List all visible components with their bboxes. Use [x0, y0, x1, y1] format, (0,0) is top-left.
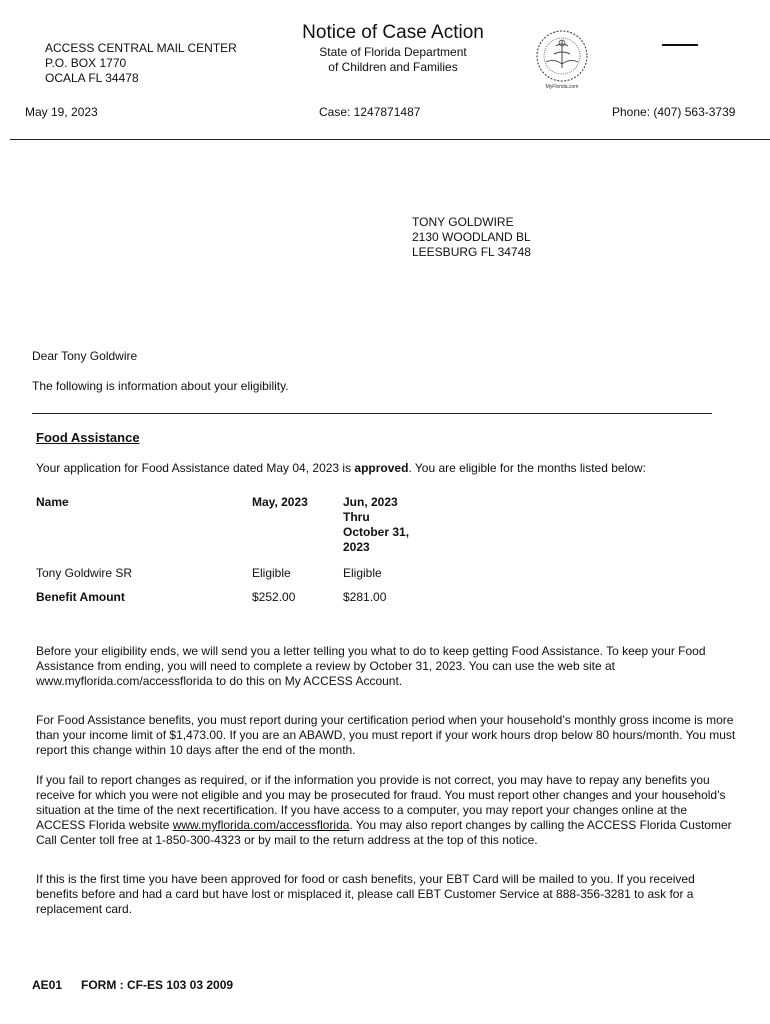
table-header-month1: May, 2023: [252, 495, 308, 509]
table-cell: Eligible: [343, 566, 382, 580]
footer-code: AE01: [32, 978, 63, 992]
approval-status: approved: [354, 461, 409, 475]
table-header-name: Name: [36, 495, 69, 509]
seal-caption: MyFlorida.com: [545, 84, 579, 90]
table-cell: $281.00: [343, 590, 387, 604]
agency-line: State of Florida Department: [319, 45, 467, 59]
table-cell: Eligible: [252, 566, 291, 580]
approval-text-before: Your application for Food Assistance dated May 04, 2023 is: [36, 461, 355, 475]
paragraph-review: Before your eligibility ends, we will send you a letter telling you what to do to keep getting Food Assistance. To keep your Food Assistance from ending, you will need to complete a review by October 31, 2023. You can use the web site at www.myflorida.com/accessflorida to do this on My ACCESS Account.: [36, 644, 706, 688]
recipient-line: TONY GOLDWIRE: [412, 215, 514, 229]
corner-mark: [662, 44, 698, 46]
page-title: Notice of Case Action: [302, 22, 484, 43]
recipient-address: [412, 215, 531, 260]
section-divider: [32, 413, 712, 414]
approval-statement: [36, 461, 646, 476]
table-header-period-line: Thru: [343, 510, 370, 524]
footer-form: FORM : CF-ES 103 03 2009: [81, 978, 234, 992]
paragraph-ebt: If this is the first time you have been approved for food or cash benefits, your EBT Card will be mailed to you. If you received benefits before and had a card but have lost or misplaced it, please call EBT Customer Service at 888-356-3281 to ask for a replacement card.: [36, 872, 695, 916]
table-header-period-line: Jun, 2023: [343, 495, 398, 509]
agency-line: of Children and Families: [328, 60, 458, 74]
notice-header: [290, 22, 496, 75]
table-header-period-line: October 31,: [343, 525, 410, 539]
paragraph-fraud: [36, 773, 736, 848]
table-cell: $252.00: [252, 590, 296, 604]
greeting: Dear Tony Goldwire: [32, 349, 138, 363]
state-seal-icon: [532, 28, 592, 90]
case-number: Case: 1247871487: [319, 105, 421, 119]
sender-line: OCALA FL 34478: [45, 71, 139, 85]
recipient-line: LEESBURG FL 34748: [412, 245, 531, 259]
approval-text-after: . You are eligible for the months listed below:: [408, 461, 646, 475]
phone-number: Phone: (407) 563-3739: [612, 105, 736, 119]
fraud-text-before: If you fail to report changes as required, or if the information you provide is not correct, you may have to repay any benefits you receive for which you were not eligible and you may be prosecuted for fraud. You must report other changes and your household’s situation at the time of the next recertification. If you have access to a computer, you may report your changes online at the ACCESS Florida website: [36, 773, 726, 832]
section-heading: Food Assistance: [36, 430, 140, 445]
sender-line: P.O. BOX 1770: [45, 56, 127, 70]
table-header-period-line: 2023: [343, 540, 370, 554]
accessflorida-link[interactable]: www.myflorida.com/accessflorida: [172, 818, 350, 832]
sender-address: [45, 41, 237, 86]
table-cell: Benefit Amount: [36, 590, 125, 604]
sender-line: ACCESS CENTRAL MAIL CENTER: [45, 41, 237, 55]
fraud-text-after: . You may also report changes by calling the ACCESS Florida Customer Call Center toll free at 1-850-300-4323 or by mail to the return address at the top of this notice.: [36, 818, 732, 847]
table-cell: Tony Goldwire SR: [36, 566, 133, 580]
intro-text: The following is information about your eligibility.: [32, 379, 289, 393]
paragraph-reporting: For Food Assistance benefits, you must report during your certification period when your household’s monthly gross income is more than your income limit of $1,473.00. If you are an ABAWD, you must report if your work hours drop below 80 hours/month. You must report this change within 10 days after the end of the month.: [36, 713, 736, 757]
notice-date: May 19, 2023: [25, 105, 98, 119]
header-divider: [10, 139, 770, 140]
table-header-period: [343, 495, 409, 555]
recipient-line: 2130 WOODLAND BL: [412, 230, 531, 244]
